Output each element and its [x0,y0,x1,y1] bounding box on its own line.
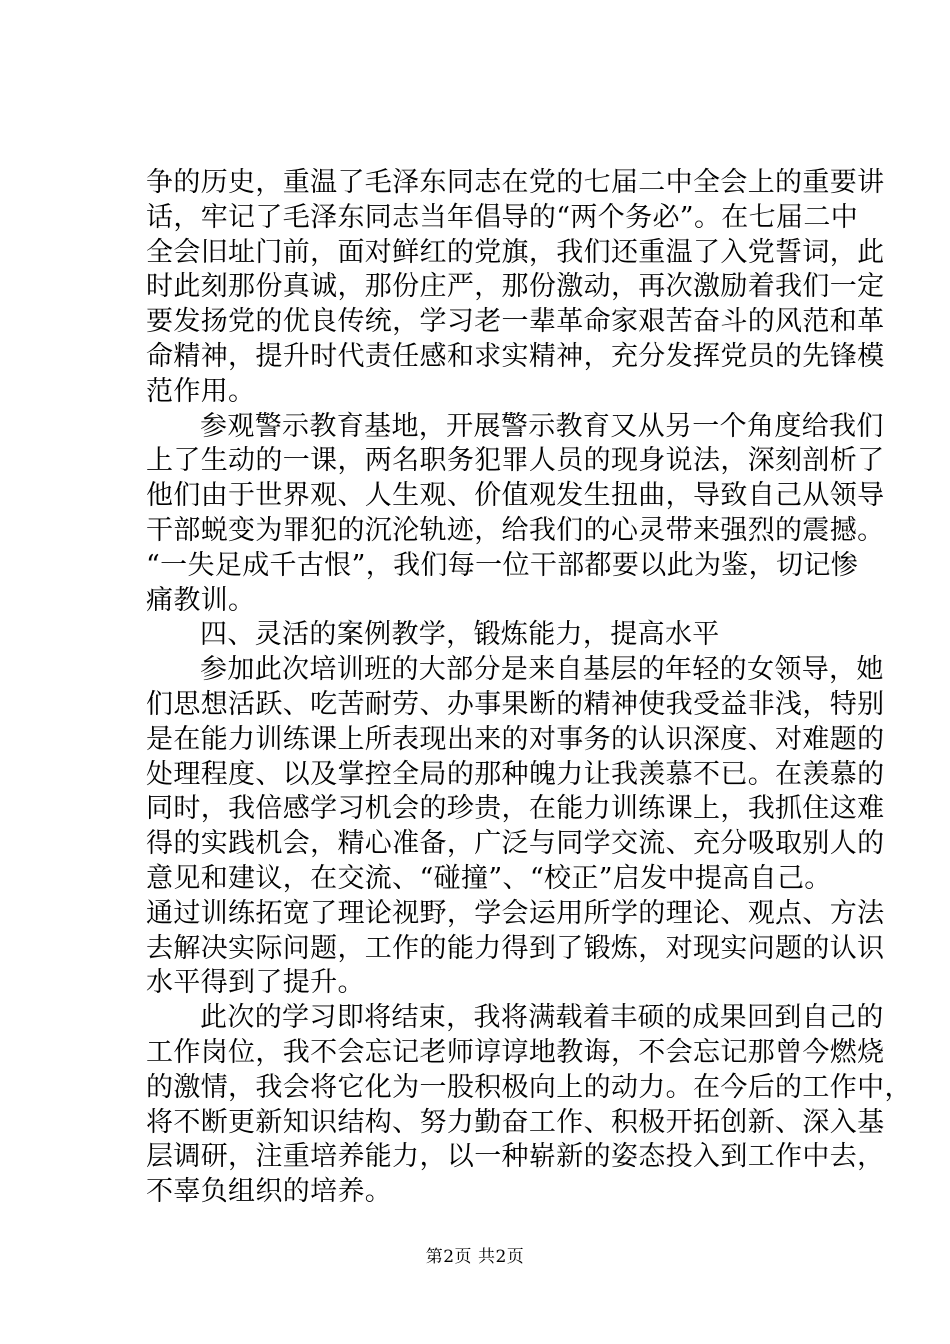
text-line: 要发扬党的优良传统，学习老一辈革命家艰苦奋斗的风范和革 [146,306,885,338]
text-line: 是在能力训练课上所表现出来的对事务的认识深度、对难题的 [146,723,885,755]
document-body [146,166,912,1210]
text-line: 上了生动的一课，两名职务犯罪人员的现身说法，深刻剖析了 [146,445,885,477]
paragraph-2 [146,410,885,619]
text-line: 得的实践机会，精心准备，广泛与同学交流、充分吸取别人的 [146,828,885,860]
text-line: “一失足成千古恨”，我们每一位干部都要以此为鉴，切记惨 [146,549,859,581]
text-line: 的激情，我会将它化为一股积极向上的动力。在今后的工作中， [146,1071,912,1103]
text-line: 争的历史，重温了毛泽东同志在党的七届二中全会上的重要讲 [146,167,885,198]
text-line: 同时，我倍感学习机会的珍贵，在能力训练课上，我抓住这难 [146,793,885,825]
text-line: 不辜负组织的培养。 [146,1176,393,1208]
text-line: 痛教训。 [146,584,256,616]
text-line: 处理程度、以及掌控全局的那种魄力让我羡慕不已。在羡慕的 [146,758,885,790]
text-line: 参观警示教育基地，开展警示教育又从另一个角度给我们 [200,410,884,442]
text-line: 们思想活跃、吃苦耐劳、办事果断的精神使我受益非浅，特别 [146,688,885,720]
text-line: 此次的学习即将结束，我将满载着丰硕的成果回到自己的 [200,1002,884,1034]
paragraph-4 [146,1001,912,1210]
page-number-label: 第2页 共2页 [425,1247,525,1267]
paragraph-3 [146,653,885,1001]
text-line: 意见和建议，在交流、“碰撞”、“校正”启发中提高自己。 [146,862,832,894]
text-line: 层调研，注重培养能力，以一种崭新的姿态投入到工作中去， [146,1141,885,1173]
paragraph-1 [146,166,885,410]
page-footer [0,1242,950,1267]
text-line: 将不断更新知识结构、努力勤奋工作、积极开拓创新、深入基 [146,1106,885,1138]
text-line: 去解决实际问题，工作的能力得到了锻炼，对现实问题的认识 [146,932,885,964]
text-line: 时此刻那份真诚，那份庄严，那份激动，再次激励着我们一定 [146,271,885,303]
section-heading-4 [146,618,836,653]
text-line: 干部蜕变为罪犯的沉沦轨迹，给我们的心灵带来强烈的震撼。 [146,514,885,546]
text-line: 话，牢记了毛泽东同志当年倡导的“两个务必”。在七届二中 [146,201,859,233]
text-line: 他们由于世界观、人生观、价值观发生扭曲，导致自己从领导 [146,480,885,512]
text-line: 水平得到了提升。 [146,967,365,999]
heading-line: 四、灵活的案例教学，锻炼能力，提高水平 [200,619,720,651]
text-line: 参加此次培训班的大部分是来自基层的年轻的女领导，她 [200,654,884,686]
text-line: 范作用。 [146,375,256,407]
text-line: 通过训练拓宽了理论视野，学会运用所学的理论、观点、方法 [146,897,885,929]
text-line: 工作岗位，我不会忘记老师谆谆地教诲，不会忘记那曾今燃烧 [146,1036,885,1068]
text-line: 全会旧址门前，面对鲜红的党旗，我们还重温了入党誓词，此 [146,236,885,268]
text-line: 命精神，提升时代责任感和求实精神，充分发挥党员的先锋模 [146,340,885,372]
